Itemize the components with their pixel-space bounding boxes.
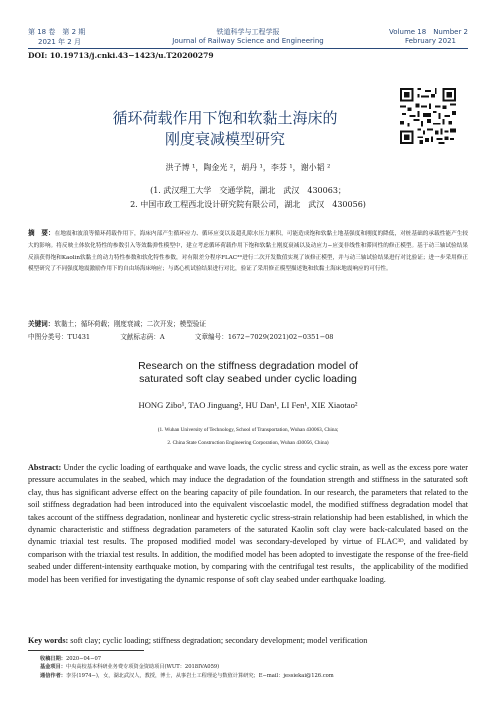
header-date-en: February 2021: [404, 37, 456, 45]
affiliation-cn-1: (1. 武汉理工大学 交通学院，湖北 武汉 430063；: [150, 186, 346, 195]
footnote-text: 李芬(1974−)，女，湖北武汉人，教授，博士，从事岩土工程理论与数值计算研究；E−mail：jessiekai@126.com: [65, 672, 334, 679]
footnote-funding: [40, 663, 468, 671]
abstract-cn-label: 摘 要：: [28, 229, 55, 237]
footnotes: [40, 655, 468, 680]
title-cn-line-2: 刚度衰减模型研究: [164, 130, 285, 148]
authors-en: HONG Zibo¹, TAO Jinguang², HU Dan¹, LI Fen¹, XIE Xiaotao²: [138, 400, 358, 410]
footnote-text: 中央高校基本科研业务费专项资金资助项目(WUT：2018IVA059): [65, 664, 220, 671]
footnote-received: [40, 655, 468, 663]
classification-cn: [28, 332, 468, 343]
authors-cn: 洪子博 ¹，陶金光 ²，胡丹 ¹，李芬 ¹，谢小韬 ²: [165, 163, 331, 172]
abstract-en-text: Under the cyclic loading of earthquake and wave loads, the cyclic stress and cyclic strain, as well as the excess pore water pressure accumulates in the seabed, which may induce the degradation of the foundation strength and stiffness in the saturated soft clay, thus has significant adverse effect on the bearing capacity of pile foundation. In our research, the parameters that related to the soil stiffness degradation had been introduced into the equivalent viscoelastic model, the modified stiffness degradation model that takes account of the stiffness degradation, nonlinear and hysteretic cyclic stress-strain relationship had been established, in which the dynamic characteristic and stiffness degradation parameters of the saturated Kaolin soft clay were back-calculated based on the dynamic triaxial test results. The proposed modified model was secondary-developed by virtue of FLAC³ᴰ, and validated by comparison with the triaxial test results. In addition, the modified model has been adopted to investigate the response of the free-field seabed under different-intensity earthquake motion, by comparing with the centrifugal test results，the applicability of the modified model has been verified for investigating the dynamic response of soft clay seabed under earthquake loading.: [28, 463, 469, 584]
footnote-text: 2020−04−07: [65, 656, 102, 662]
footnote-corresponding: [40, 672, 468, 680]
keywords-cn: [28, 319, 468, 330]
title-en-line-2: saturated soft clay seabed under cyclic loading: [139, 373, 357, 385]
footnote-label: 基金项目：: [40, 664, 66, 671]
doi[interactable]: DOI: 10.19713/j.cnki.43−1423/u.T20200279: [28, 51, 214, 60]
keywords-en: [28, 636, 468, 645]
footnote-label: 通信作者：: [40, 672, 66, 679]
footnote-label: 收稿日期：: [40, 656, 66, 662]
document-mark-cn: 文献标志码：A: [120, 333, 165, 341]
header-volume-en: Volume 18 Number 2: [389, 28, 468, 36]
footnote-rule: [28, 650, 144, 651]
affiliation-en-2: 2. China State Construction Engineering Corporation, Wuhan 430056, China): [167, 439, 329, 446]
keywords-cn-label: 关键词：: [28, 320, 55, 328]
abstract-en-label: Abstract:: [28, 463, 62, 472]
title-cn-line-1: 循环荷载作用下饱和软黏土海床的: [112, 109, 338, 127]
title-en: [80, 360, 416, 386]
title-en-line-1: Research on the stiffness degradation model of: [138, 360, 358, 372]
header-date-cn: 2021 年 2 月: [38, 38, 81, 46]
article-number-cn: 文章编号：1672−7029(2021)02−0351−08: [194, 333, 334, 341]
keywords-en-label: Key words:: [28, 636, 69, 645]
header-journal-cn: 铁道科学与工程学报: [216, 28, 280, 36]
affiliations-cn: [0, 184, 496, 212]
affiliations-en: [0, 424, 496, 449]
abstract-cn-text: 在地震和波浪等循环荷载作用下，海床内部产生循环应力、循环应变以及超孔隙水压力累积，可能造成饱和软黏土地基强度和刚度的降低，对桩基础的承载性能产生较大的影响。将反映土体软化特性的参数引入等效黏弹性模型中，建立考虑循环荷载作用下饱和软黏土刚度衰减以及动应力−应变非线性和滞回性的修正模型。基于动三轴试验结果反演获得饱和Kaolin软黏土的动力特性参数和软化特性参数，对有限差分程序FLAC³ᴰ进行二次开发数值实现了该修正模型，并与动三轴试验结果进行对比验证；进一步采用修正模型研究了不同强度地震激励作用下的自由场海床响应；与离心机试验结果进行对比，验证了采用修正模型描述饱和软黏土海床地震响应的可行性。: [28, 231, 468, 273]
qr-code-icon: [400, 88, 456, 144]
keywords-cn-text: 软黏土；循环荷载；刚度衰减；二次开发；模型验证: [54, 320, 207, 328]
header-rule: [28, 48, 468, 49]
affiliation-en-1: (1. Wuhan University of Technology, School of Transportation, Wuhan 430063, China;: [157, 427, 339, 433]
keywords-en-text: soft clay; cyclic loading; stiffness degradation; secondary development; model verification: [70, 636, 368, 645]
abstract-en: [28, 462, 468, 586]
affiliation-cn-2: 2. 中国市政工程西北设计研究院有限公司，湖北 武汉 430056): [130, 200, 366, 209]
abstract-cn: [28, 228, 468, 276]
class-number-cn: 中图分类号：TU431: [28, 333, 91, 341]
header-volume-cn: 第 18 卷 第 2 期: [28, 28, 86, 36]
header-journal-en: Journal of Railway Science and Engineering: [172, 37, 324, 45]
title-cn: [60, 108, 390, 150]
